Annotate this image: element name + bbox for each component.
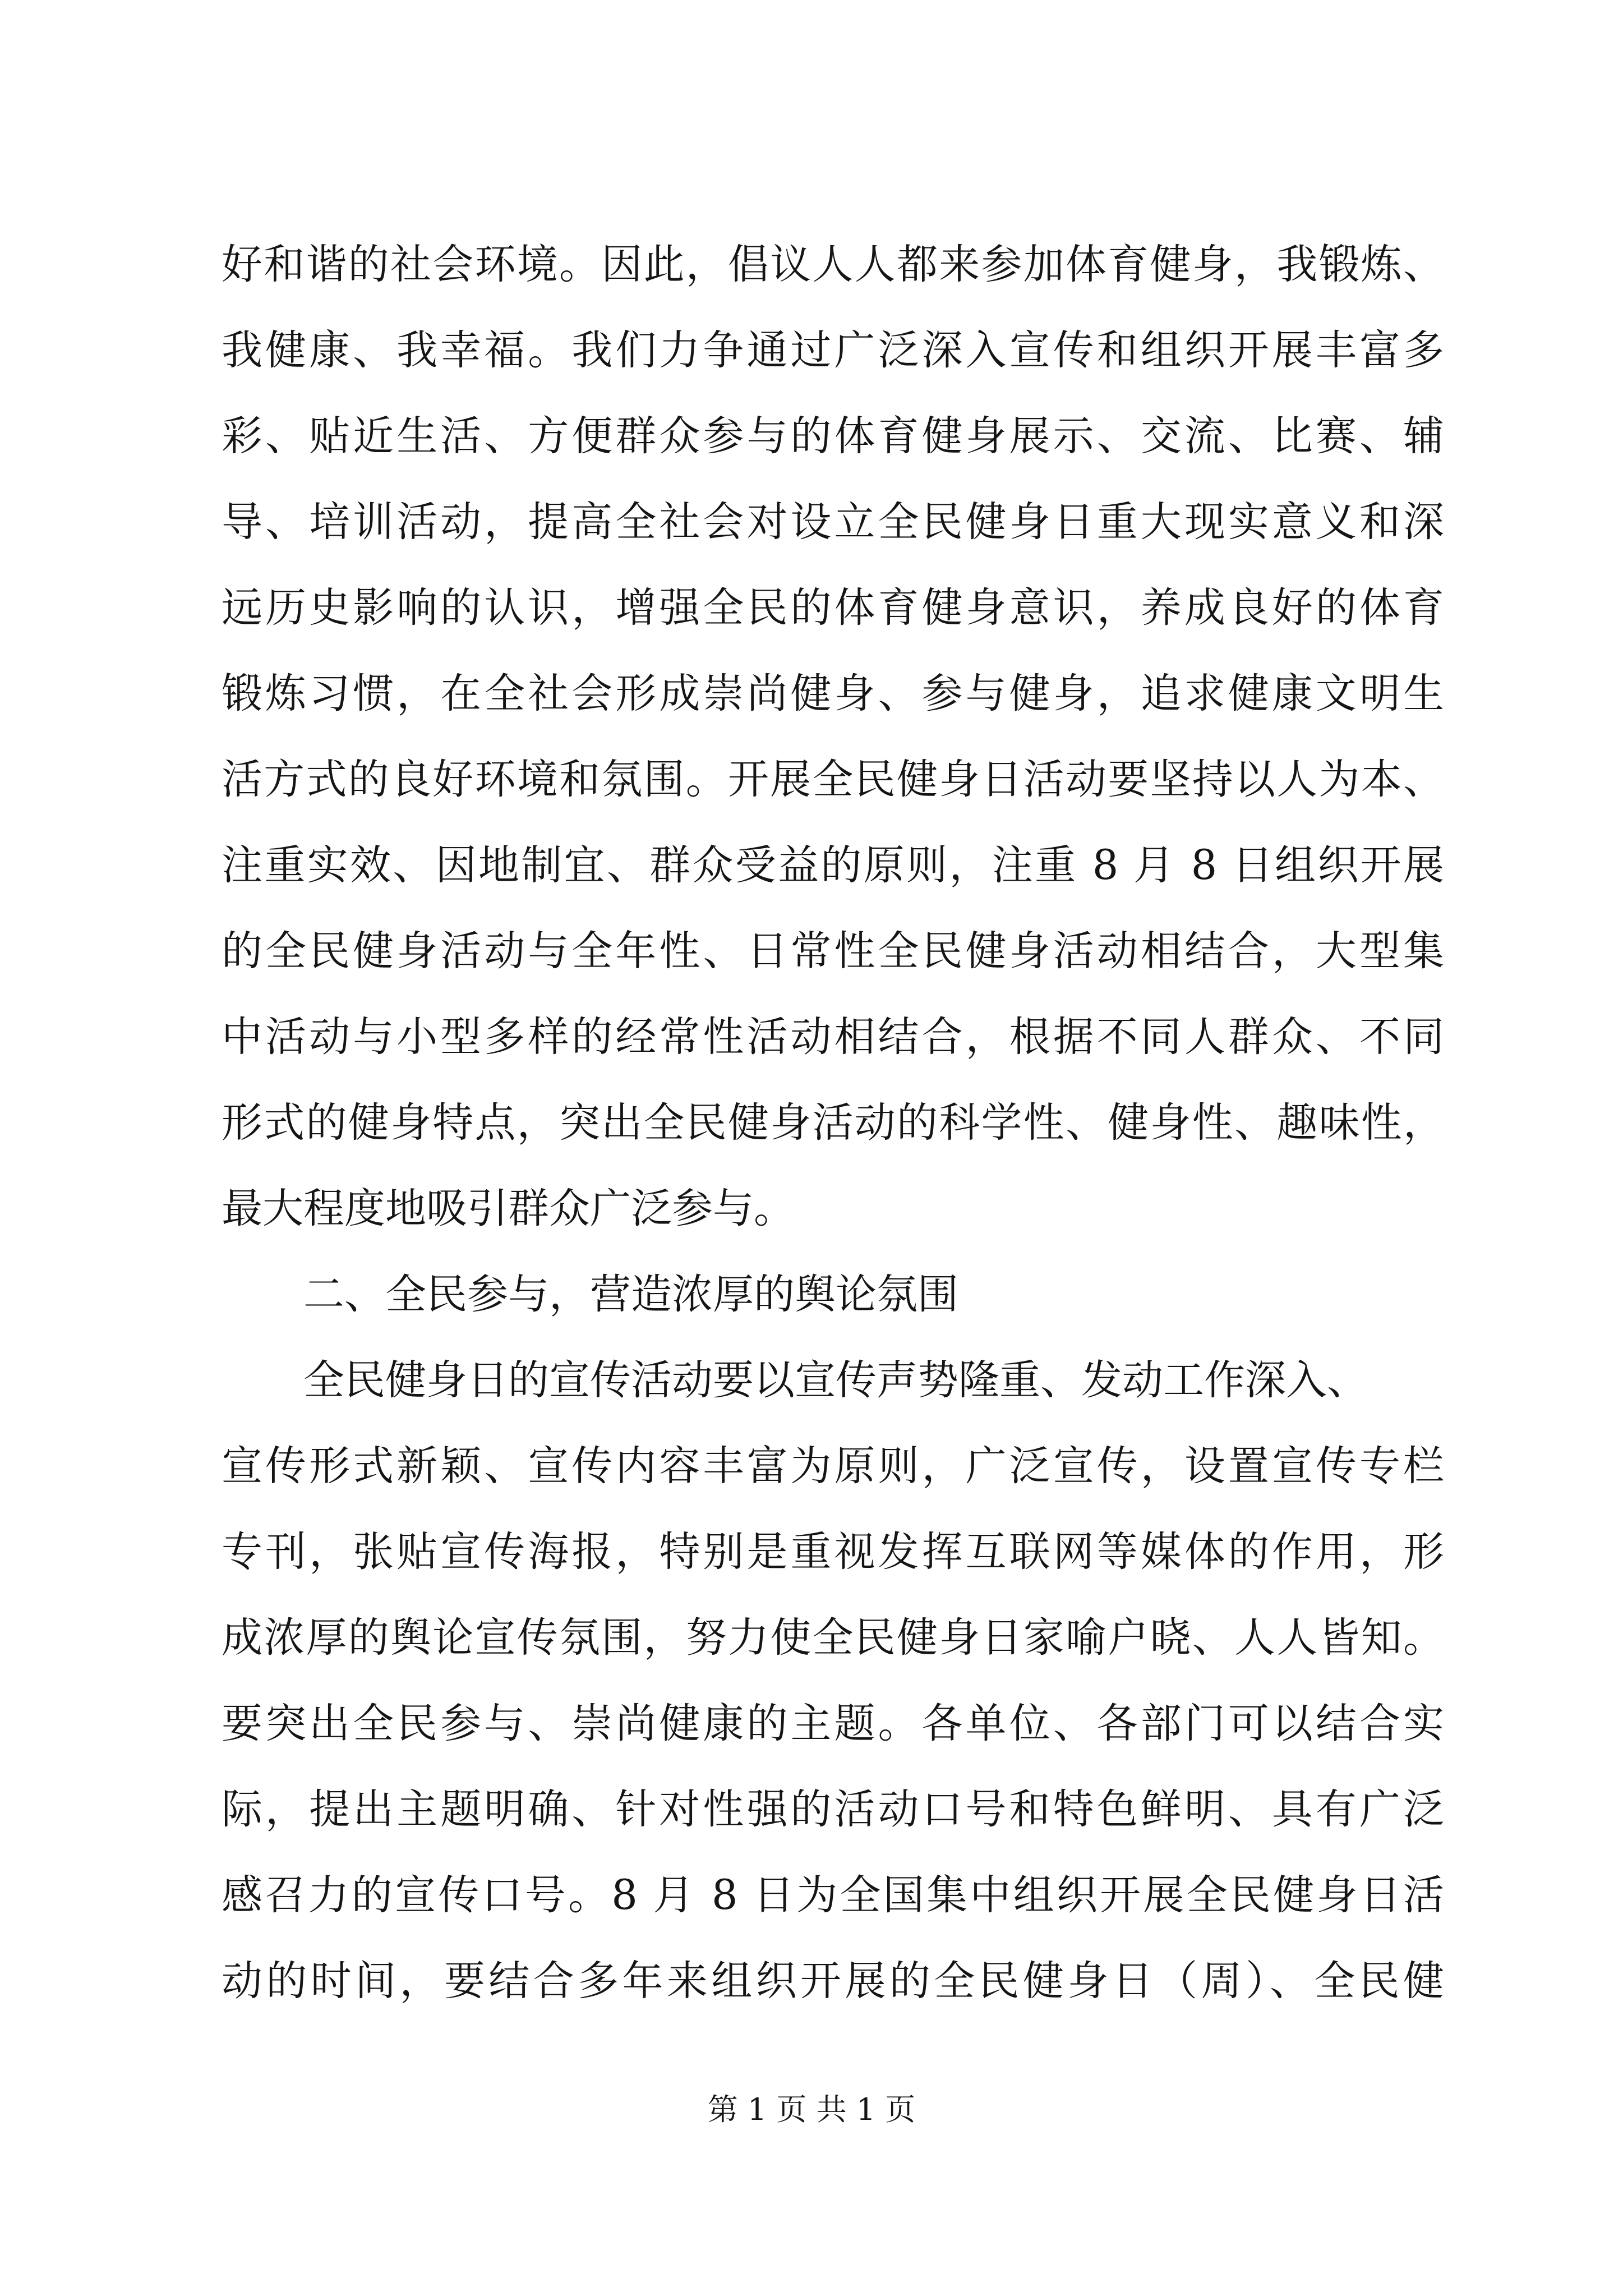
text-line: 远历史影响的认识，增强全民的体育健身意识，养成良好的体育: [222, 584, 1444, 632]
text-line: 感召力的宣传口号。8 月 8 日为全国集中组织开展全民健身日活: [222, 1871, 1444, 1919]
text-line: 中活动与小型多样的经常性活动相结合，根据不同人群众、不同: [222, 1013, 1444, 1061]
text-line: 彩、贴近生活、方便群众参与的体育健身展示、交流、比赛、辅: [222, 412, 1444, 460]
text-line: 际，提出主题明确、针对性强的活动口号和特色鲜明、具有广泛: [222, 1786, 1444, 1833]
body-text: [222, 222, 1444, 2024]
text-line: 锻炼习惯，在全社会形成崇尚健身、参与健身，追求健康文明生: [222, 670, 1444, 717]
text-line: 宣传形式新颖、宣传内容丰富为原则，广泛宣传，设置宣传专栏: [222, 1442, 1444, 1490]
text-line: 的全民健身活动与全年性、日常性全民健身活动相结合，大型集: [222, 927, 1444, 975]
text-line: 形式的健身特点，突出全民健身活动的科学性、健身性、趣味性，: [222, 1099, 1444, 1147]
text-line: 动的时间，要结合多年来组织开展的全民健身日（周）、全民健: [222, 1957, 1444, 2005]
text-line: 活方式的良好环境和氛围。开展全民健身日活动要坚持以人为本、: [222, 756, 1444, 803]
text-line: 全民健身日的宣传活动要以宣传声势隆重、发动工作深入、: [303, 1356, 1368, 1404]
page-footer: [0, 2090, 1623, 2129]
text-line: 注重实效、因地制宜、群众受益的原则，注重 8 月 8 日组织开展: [222, 841, 1444, 889]
section-heading: 二、全民参与，营造浓厚的舆论氛围: [303, 1271, 958, 1318]
text-line: 好和谐的社会环境。因此，倡议人人都来参加体育健身，我锻炼、: [222, 241, 1444, 288]
text-line: 我健康、我幸福。我们力争通过广泛深入宣传和组织开展丰富多: [222, 326, 1444, 374]
text-line: 成浓厚的舆论宣传氛围，努力使全民健身日家喻户晓、人人皆知。: [222, 1614, 1444, 1662]
page-number-label: 第 1 页 共 1 页: [707, 2092, 916, 2127]
text-line: 最大程度地吸引群众广泛参与。: [222, 1185, 795, 1232]
text-line: 专刊，张贴宣传海报，特别是重视发挥互联网等媒体的作用，形: [222, 1528, 1444, 1576]
text-line: 导、培训活动，提高全社会对设立全民健身日重大现实意义和深: [222, 498, 1444, 546]
text-line: 要突出全民参与、崇尚健康的主题。各单位、各部门可以结合实: [222, 1700, 1444, 1747]
